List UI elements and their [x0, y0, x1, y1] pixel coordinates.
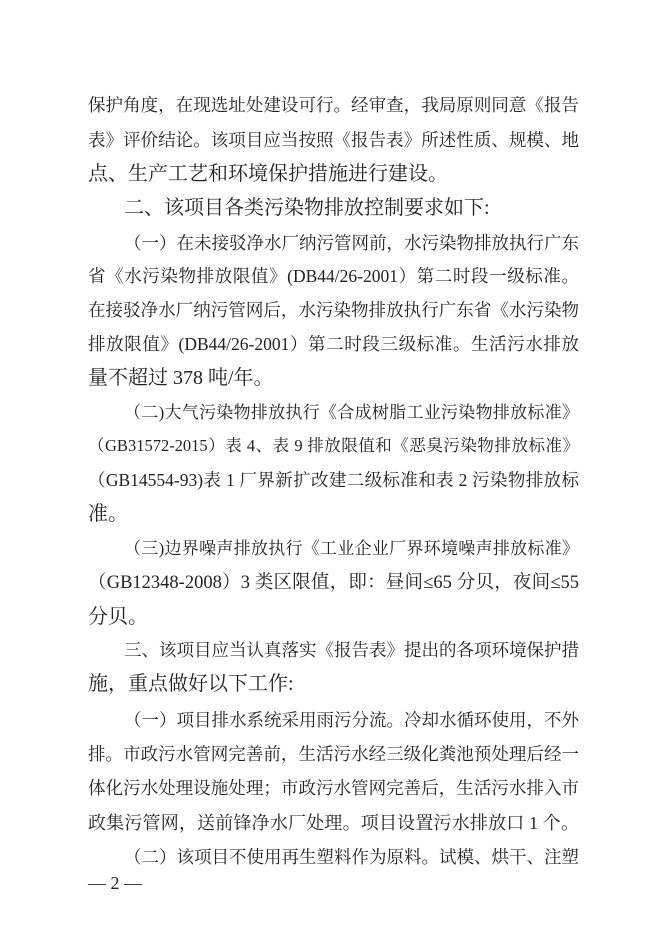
text-line: 量不超过 378 吨/年。: [88, 367, 274, 389]
text-line: （GB12348-2008）3 类区限值，即：昼间≤65 分贝，夜间≤55: [88, 573, 579, 593]
text-line: （GB31572-2015）表 4、表 9 排放限值和《恶臭污染物排放标准》: [88, 436, 579, 455]
text-line: 分贝。: [88, 606, 148, 628]
text-line: 准。: [88, 503, 128, 525]
text-line: 保护角度，在现选址处建设可行。经审查，我局原则同意《报告: [88, 95, 579, 115]
text-line: 体化污水处理设施处理；市政污水管网完善后，生活污水排入市: [88, 778, 579, 798]
text-line: 在接驳净水厂纳污管网后，水污染物排放执行广东省《水污染物: [88, 300, 579, 320]
text-line: （二)大气污染物排放执行《合成树脂工业污染物排放标准》: [124, 403, 579, 422]
text-line: （二）该项目不使用再生塑料作为原料。试模、烘干、注塑: [124, 847, 579, 867]
text-line: 省《水污染物排放限值》(DB44/26-2001）第二时段一级标准。: [88, 266, 579, 286]
text-line: 排。市政污水管网完善前，生活污水经三级化粪池预处理后经一: [88, 744, 579, 764]
text-line: （一）在未接驳净水厂纳污管网前，水污染物排放执行广东: [124, 233, 579, 253]
text-line: （GB14554-93)表 1 厂界新扩改建二级标准和表 2 污染物排放标: [88, 470, 579, 490]
text-line: 施，重点做好以下工作:: [88, 673, 294, 695]
text-line: （三)边界噪声排放执行《工业企业厂界环境噪声排放标准》: [124, 539, 579, 558]
text-line: （一）项目排水系统采用雨污分流。冷却水循环使用，不外: [124, 710, 579, 730]
text-line: 二、该项目各类污染物排放控制要求如下:: [124, 197, 490, 219]
page-number: — 2 —: [88, 873, 142, 893]
text-line: 点、生产工艺和环境保护措施进行建设。: [88, 163, 448, 185]
text-line: 三、该项目应当认真落实《报告表》提出的各项环境保护措: [124, 640, 579, 660]
text-line: 政集污管网，送前锋净水厂处理。项目设置污水排放口 1 个。: [88, 813, 579, 833]
text-line: 排放限值》(DB44/26-2001）第二时段三级标准。生活污水排放: [88, 334, 579, 354]
text-line: 表》评价结论。该项目应当按照《报告表》所述性质、规模、地: [88, 130, 579, 150]
